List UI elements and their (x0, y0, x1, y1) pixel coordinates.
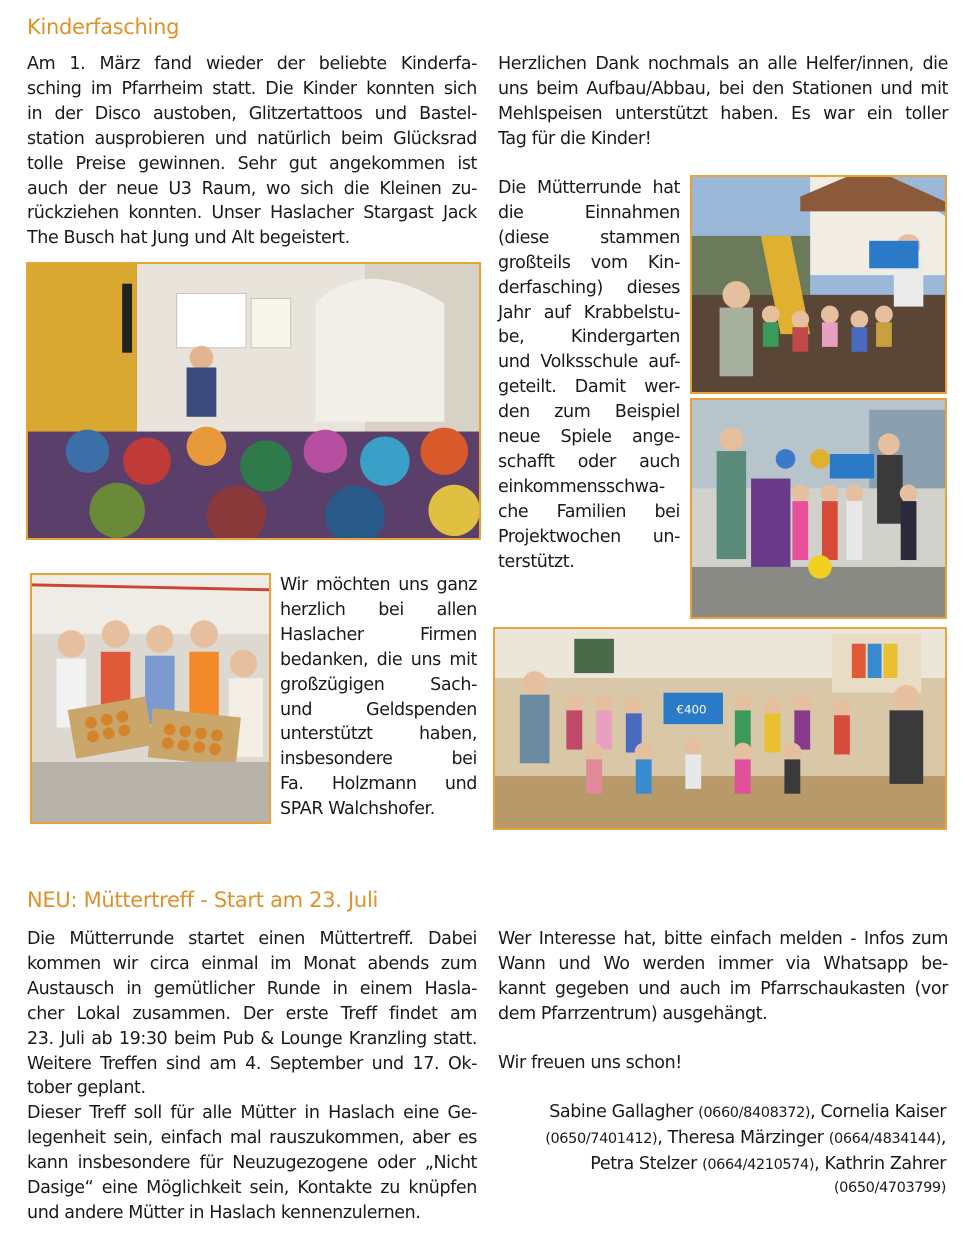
section-title-muettertreff: NEU: Müttertreff - Start am 23. Juli (27, 888, 379, 912)
text-line: herzlich bei allen (280, 599, 477, 620)
text-line: Haslacher Firmen (280, 624, 477, 645)
text-line: be, Kindergarten (498, 327, 680, 348)
text-line: Die Mütterrunde hat (498, 178, 680, 198)
text-line: legenheit sein, einfach mal rauszukommen, aber es (27, 1128, 477, 1149)
text-line: Wer Interesse hat, bitte einfach melden - Infos zum (498, 929, 948, 949)
photo-disco-party (26, 262, 481, 540)
closing-text (498, 1051, 948, 1076)
text-line: SPAR Walchshofer. (280, 799, 435, 820)
text-line: schafft oder auch (498, 451, 680, 472)
contact-phone: (0650/7401412) (545, 1130, 658, 1147)
text-line: neue Spiele ange- (498, 427, 680, 448)
contact-line (498, 1126, 946, 1152)
helpers-photo-illustration (32, 575, 269, 822)
kindergarten-photo-illustration (495, 629, 945, 828)
photo-volksschule (690, 398, 947, 619)
text-line: sching im Pfarrheim statt. Die Kinder konnten sich (27, 78, 477, 99)
text-line: kannt gegeben und auch im Pfarrschaukasten (vor (498, 978, 948, 999)
text-line: und Geldspenden (280, 699, 477, 720)
text-line: tober geplant. (27, 1078, 146, 1099)
text-line: Dasige“ eine Möglichkeit sein, Kontakte zu knüpfen (27, 1178, 477, 1199)
cheque-amount: €400 (676, 702, 707, 717)
text-line: kommen wir circa einmal im Monat abends zum (27, 953, 477, 974)
text-line: Herzlichen Dank nochmals an alle Helfer/innen, die (498, 54, 948, 74)
text-line: und andere Mütter in Haslach kennenzulernen. (27, 1202, 421, 1223)
photo-krabbelstube (690, 175, 947, 394)
muettertreff-info-text (498, 927, 948, 1027)
text-line: Dieser Treff soll für alle Mütter in Haslach eine Ge- (27, 1103, 477, 1124)
contact-name: Sabine Gallagher (549, 1102, 693, 1122)
text-line: den zum Beispiel (498, 402, 680, 423)
text-line: Austausch in gemütlicher Runde in einem Hasla- (27, 978, 477, 999)
contact-name: , Theresa Märzinger (657, 1127, 824, 1148)
text-line: Wir freuen uns schon! (498, 1053, 682, 1073)
text-line: station ausprobieren und natürlich beim Glücksrad (27, 128, 477, 149)
contact-name: , Kathrin Zahrer (814, 1153, 946, 1174)
text-line: Am 1. März fand wieder der beliebte Kinderfa- (27, 54, 477, 74)
text-line: Jahr auf Krabbelstu- (498, 302, 680, 323)
krabbelstube-photo-illustration (692, 177, 945, 392)
contact-phone: (0664/4834144) (828, 1130, 941, 1147)
text-line: geteilt. Damit wer- (498, 377, 680, 398)
contact-phone: (0664/4210574) (702, 1156, 815, 1173)
disco-photo-illustration (28, 264, 479, 538)
muettertreff-text (27, 927, 477, 1226)
text-line: che Familien bei (498, 501, 680, 522)
sponsors-thanks-text (280, 573, 477, 822)
text-line: The Busch hat Jung und Alt begeistert. (27, 228, 350, 249)
contact-name: , Cornelia Kaiser (810, 1102, 946, 1122)
text-line: Mehlspeisen unterstützt haben. Es war ein toller (498, 103, 948, 124)
text-line: uns beim Aufbau/Abbau, bei den Stationen und mit (498, 78, 948, 99)
text-line: bedanken, die uns mit (280, 649, 477, 670)
text-line: und Volksschule auf- (498, 352, 680, 373)
text-line: insbesondere bei (280, 749, 477, 770)
text-line: einkommensschwa- (498, 476, 665, 497)
text-line: Tag für die Kinder! (498, 128, 652, 149)
contact-list (498, 1100, 946, 1198)
text-line: 23. Juli ab 19:30 beim Pub & Lounge Kranzling statt. (27, 1028, 477, 1049)
helper-thanks-text (498, 52, 948, 152)
contact-phone: (0650/4703799) (833, 1179, 946, 1196)
kinderfasching-intro-text (27, 52, 477, 251)
contact-line (498, 1100, 946, 1126)
text-line: dem Pfarrzentrum) ausgehängt. (498, 1003, 768, 1024)
contact-phone: (0660/8408372) (698, 1105, 811, 1121)
text-line: tolle Preise gewinnen. Sehr gut angekommen ist (27, 153, 477, 174)
text-line: in der Disco austoben, Glitzertattoos und Bastel- (27, 103, 477, 124)
text-line: Die Mütterrunde startet einen Müttertreff. Dabei (27, 929, 477, 949)
text-line: (diese stammen (498, 227, 680, 248)
photo-helpers-donuts (30, 573, 271, 824)
text-line: Wann und Wo werden immer via Whatsapp be- (498, 953, 948, 974)
text-line: Fa. Holzmann und (280, 774, 477, 795)
text-line: Wir möchten uns ganz (280, 575, 477, 595)
text-line: rückziehen konnten. Unser Haslacher Stargast Jack (27, 203, 477, 224)
text-line: cher Lokal zusammen. Der erste Treff findet am (27, 1003, 477, 1024)
text-line: derfasching) dieses (498, 277, 680, 298)
text-line: unterstützt haben, (280, 724, 477, 745)
text-line: großteils vom Kin- (498, 252, 680, 273)
text-line: großzügigen Sach- (280, 674, 477, 695)
text-line: Projektwochen un- (498, 526, 680, 547)
photo-kindergarten (493, 627, 947, 830)
separator: , (940, 1127, 946, 1148)
volksschule-photo-illustration (692, 400, 945, 617)
contact-line (498, 1152, 946, 1178)
text-line: die Einnahmen (498, 202, 680, 223)
section-title-kinderfasching: Kinderfasching (27, 15, 180, 39)
contact-name: Petra Stelzer (590, 1153, 697, 1174)
text-line: auch der neue U3 Raum, wo sich die Kleinen zu- (27, 178, 477, 199)
donation-text (498, 176, 680, 575)
text-line: terstützt. (498, 551, 575, 572)
text-line: kann insbesondere für Neuzugezogene oder „Nicht (27, 1153, 477, 1174)
text-line: Weitere Treffen sind am 4. September und 17. Ok- (27, 1053, 477, 1074)
